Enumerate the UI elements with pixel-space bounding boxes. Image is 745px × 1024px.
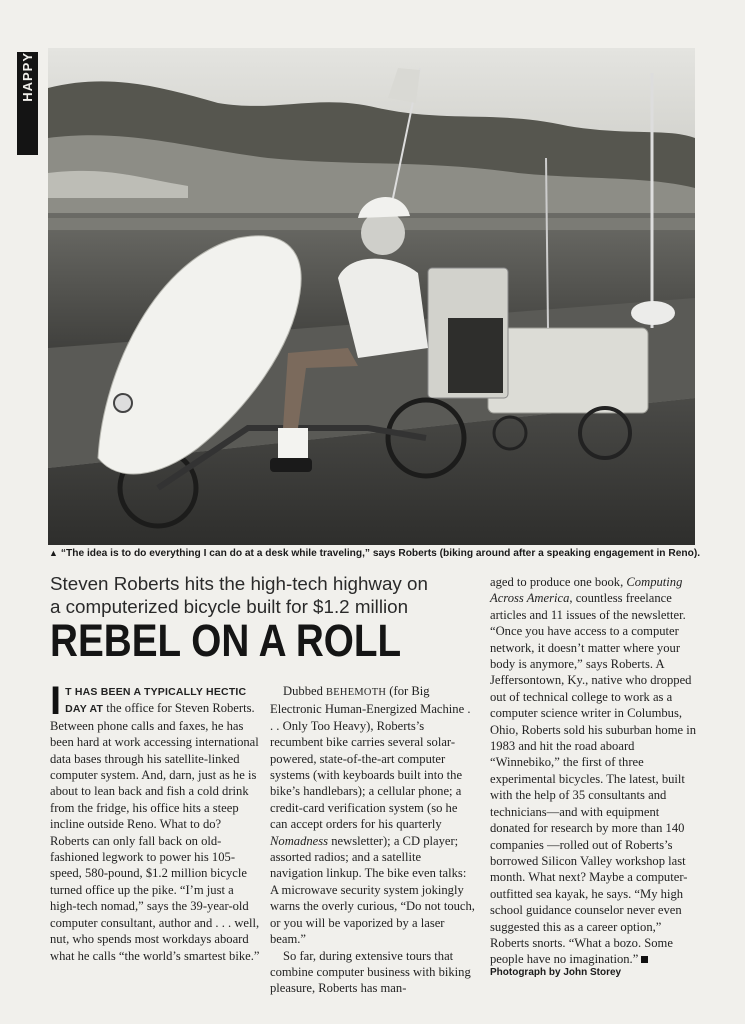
drop-cap: I — [50, 679, 62, 723]
deck-line: Steven Roberts hits the high-tech highway on — [50, 573, 428, 594]
article-column-2 — [270, 683, 475, 997]
section-tab — [17, 52, 38, 155]
photo-credit: Photograph by John Storey — [490, 967, 622, 978]
caption-text: “The idea is to do everything I can do at a desk while traveling,” says Roberts (biking around after a speaking engagement in Reno). — [60, 548, 701, 559]
end-mark-icon — [641, 956, 648, 963]
acronym: BEHEMOTH — [326, 687, 387, 698]
feature-photo — [48, 48, 695, 545]
body-text: , countless freelance articles and 11 issues of the newsletter. “Once you have access to a computer network, it doesn’t matter where your body is anymore,” says Roberts. A Jeffersontown, Ky., native who dropped out of technical college to work as a computer science writer in Columbus, Ohio, Roberts sold his suburban home in 1983 and hit the road aboard “Winnebiko,” the first of three experimental bicycles. The latest, built with the help of 35 consultants and technicians—and with equipment donated for research by more than 140 companies —rolled out of Roberts’s borrowed Silicon Valley workshop last month. What next? Maybe a computer-outfitted sea kayak, he says. “My high school guidance counselor never even suggested this as a career option,” Roberts snorts. “What a bozo. Some people have no imagination.” — [490, 591, 697, 967]
body-paragraph: So far, during extensive tours that combine computer business with biking pleasure, Roberts has man- — [270, 948, 471, 996]
book-title: Computing Across America — [490, 575, 683, 606]
body-text: aged to produce one book, — [490, 575, 627, 589]
deck-line: a computerized bicycle built for $1.2 million — [50, 596, 409, 617]
article-deck — [50, 572, 470, 618]
body-text: the office for Steven Roberts. Between phone calls and faxes, he has been hard at work accessing international data bases through his satellite-linked computer system. And, darn, just as he is about to lean back and fish a cold drink from the fridge, his office hits a steep incline outside Reno. What to do? Roberts can only fall back on old-fashioned legwork to power his 105-speed, 580-pound, $1.2 million bicycle turned office up the pike. “I’m just a high-tech nomad,” says the 39-year-old computer consultant, author and . . . well, nut, who spends most workdays aboard what he calls “the world’s smartest bike.” — [50, 701, 260, 963]
body-text: Dubbed — [283, 684, 327, 698]
photo-caption — [49, 548, 709, 559]
newsletter-title: Nomadness — [270, 833, 329, 848]
bicycle-photo-illustration — [48, 48, 695, 545]
lead-in: T HAS BEEN A TYPICALLY HECTIC DAY AT — [65, 686, 247, 716]
body-text: (for Big Electronic Human-Energized Machine . . . Only Too Heavy), Roberts’s recumbent bike carries several solar-powered, state-of-the-art computer systems (with keyboards built into the bike’s handlebars); a cellular phone; a credit-card verification system (so he can accept orders for his quarterly — [270, 684, 471, 832]
section-label: HAPPY — [20, 52, 35, 102]
caption-marker: ▲ — [49, 548, 58, 558]
article-column-1 — [50, 679, 262, 964]
body-text: newsletter); a CD player; assorted radios; and a satellite navigation linkup. The bike even talks: A microwave security system jokingly warns the overly curious, “Do not touch, or you will be vaporized by a laser beam.” — [270, 833, 475, 947]
article-headline: REBEL ON A ROLL — [50, 615, 402, 666]
article-column-3 — [490, 574, 700, 968]
